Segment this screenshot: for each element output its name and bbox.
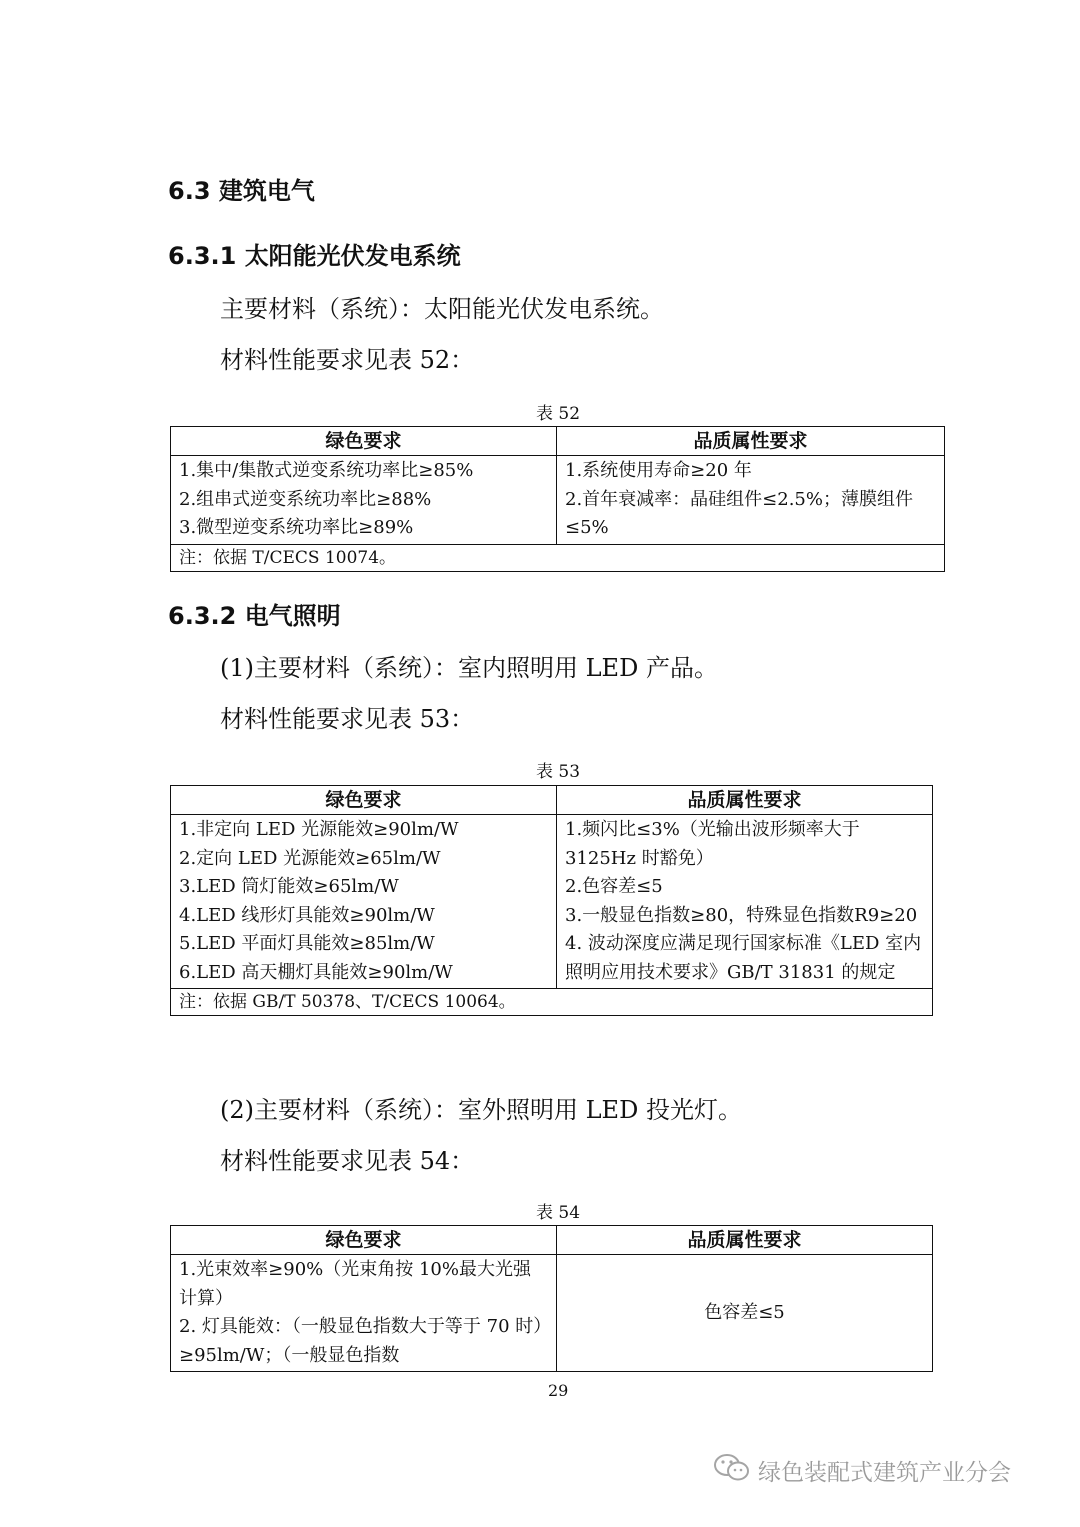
green-item: 4.LED 线形灯具能效≥90lm/W <box>179 904 435 926</box>
table-ref-54: 材料性能要求见表 54： <box>220 1147 475 1175</box>
green-item: 3.LED 筒灯能效≥65lm/W <box>179 876 399 897</box>
quality-requirements-cell: 色容差≤5 <box>557 1255 933 1372</box>
green-item: 1.光束效率≥90%（光束角按 10%最大光强计算） <box>179 1259 531 1309</box>
green-item: 1.集中/集散式逆变系统功率比≥85% <box>179 460 474 481</box>
green-requirements-cell <box>171 1255 557 1372</box>
green-item: 3.微型逆变系统功率比≥89% <box>179 517 414 538</box>
green-requirements-cell <box>171 456 557 545</box>
subsection-title-632: 6.3.2 电气照明 <box>168 602 341 630</box>
green-item: 2.组串式逆变系统功率比≥88% <box>179 488 432 510</box>
material-text-632-1: (1)主要材料（系统）：室内照明用 LED 产品。 <box>220 654 718 682</box>
table-header-green: 绿色要求 <box>171 1226 557 1255</box>
quality-item: 1.频闪比≤3%（光输出波形频率大于3125Hz 时豁免） <box>565 819 860 869</box>
quality-item: 2.色容差≤5 <box>565 876 663 897</box>
table-note: 注：依据 T/CECS 10074。 <box>171 544 945 571</box>
table-note: 注：依据 GB/T 50378、T/CECS 10064。 <box>171 989 933 1016</box>
green-item: 2.定向 LED 光源能效≥65lm/W <box>179 847 441 869</box>
quality-requirements-cell <box>557 815 933 989</box>
table-header-green: 绿色要求 <box>171 786 557 815</box>
quality-item: 3.一般显色指数≥80，特殊显色指数R9≥20 <box>565 904 918 926</box>
material-text-632-2: (2)主要材料（系统）：室外照明用 LED 投光灯。 <box>220 1096 742 1124</box>
table-caption-52: 表 52 <box>536 404 581 424</box>
wechat-icon <box>712 1452 752 1484</box>
green-item: 6.LED 高天棚灯具能效≥90lm/W <box>179 961 453 983</box>
quality-item: 1.系统使用寿命≥20 年 <box>565 460 752 481</box>
quality-item: 4. 波动深度应满足现行国家标准《LED 室内照明应用技术要求》GB/T 31831 的规定 <box>565 933 922 983</box>
table-caption-53: 表 53 <box>536 762 581 782</box>
green-item: 2. 灯具能效：（一般显色指数大于等于 70 时）≥95lm/W；（一般显色指数 <box>179 1316 543 1366</box>
quality-item: 2.首年衰减率：晶硅组件≤2.5%；薄膜组件≤5% <box>565 488 913 538</box>
table-header-quality: 品质属性要求 <box>557 427 945 456</box>
table-caption-54: 表 54 <box>536 1203 581 1223</box>
subsection-title-631: 6.3.1 太阳能光伏发电系统 <box>168 242 461 270</box>
table-header-quality: 品质属性要求 <box>557 1226 933 1255</box>
watermark-text: 绿色装配式建筑产业分会 <box>758 1460 1011 1486</box>
table-ref-52: 材料性能要求见表 52： <box>220 346 475 374</box>
table-53 <box>170 785 933 1016</box>
green-requirements-cell <box>171 815 557 989</box>
table-header-quality: 品质属性要求 <box>557 786 933 815</box>
table-header-green: 绿色要求 <box>171 427 557 456</box>
green-item: 1.非定向 LED 光源能效≥90lm/W <box>179 819 459 840</box>
table-52 <box>170 426 945 572</box>
material-text-631: 主要材料（系统）：太阳能光伏发电系统。 <box>220 295 664 323</box>
page-number: 29 <box>548 1381 569 1400</box>
quality-requirements-cell <box>557 456 945 545</box>
table-ref-53: 材料性能要求见表 53： <box>220 705 475 733</box>
section-title: 6.3 建筑电气 <box>168 177 315 205</box>
table-54 <box>170 1225 933 1372</box>
green-item: 5.LED 平面灯具能效≥85lm/W <box>179 933 435 954</box>
